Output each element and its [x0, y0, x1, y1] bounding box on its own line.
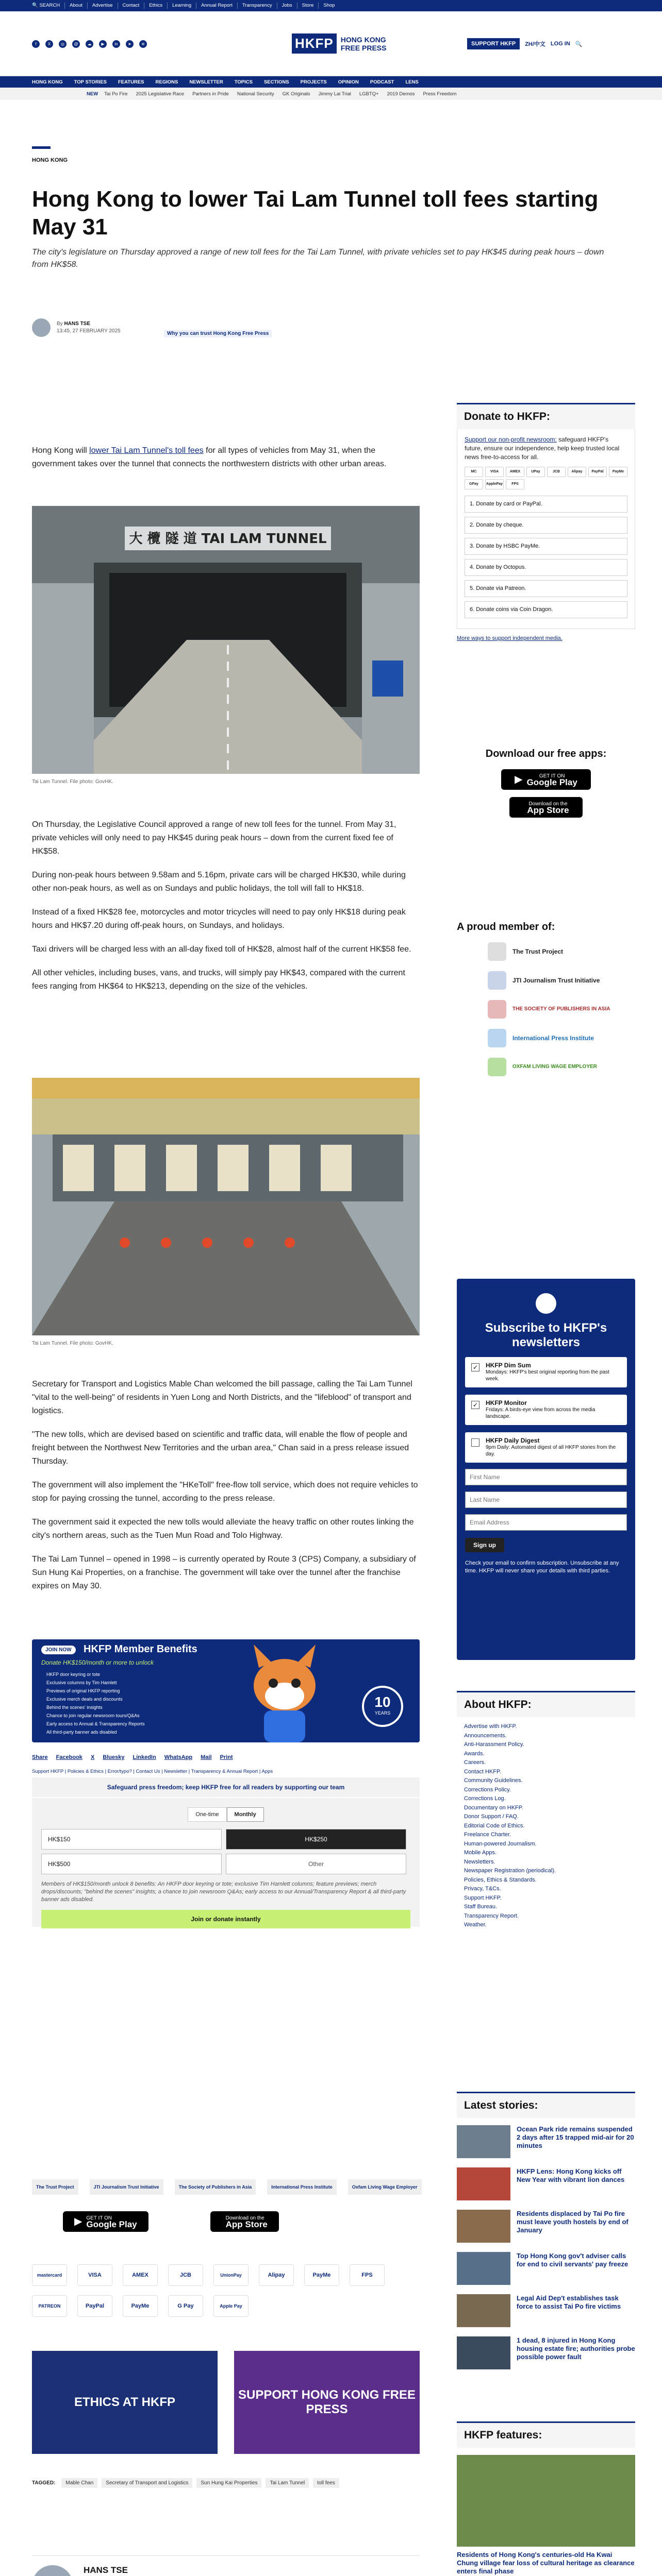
features-heading: HKFP features: — [457, 2421, 635, 2448]
amex-icon: AMEX — [506, 467, 524, 477]
jcb-icon: JCB — [168, 2264, 203, 2286]
publish-date: 13:45, 27 FEBRUARY 2025 — [57, 328, 121, 334]
amex-icon: AMEX — [123, 2264, 158, 2286]
support-button[interactable]: SUPPORT HKFP — [467, 38, 520, 49]
google-play-badge[interactable]: ▶ GET IT ON Google Play — [63, 2211, 148, 2232]
paragraph: The government said it expected the new tolls would alleviate the heavy traffic on other routes linking the city's northern areas, such as the Tuen Mun Road and Tolo Highway. — [32, 1518, 414, 1540]
benefit-item: Chance to join regular newsroom tours/Q&As — [46, 1713, 140, 1718]
alipay-icon: Alipay — [259, 2264, 294, 2286]
checkbox-icon[interactable]: ✓ — [471, 1401, 479, 1409]
trending-item[interactable]: 2025 Legislative Race — [136, 91, 185, 97]
article-subtitle: The city's legislature on Thursday approved a range of new toll fees for the Tai Lam Tunnel, with private vehicles set to pay HK$45 during peak hours – down from HK$58. — [32, 248, 604, 269]
amount-option[interactable]: HK$150 — [41, 1829, 222, 1850]
benefit-item: All third-party banner ads disabled — [46, 1730, 117, 1735]
author-avatar[interactable] — [32, 2565, 73, 2576]
about-link[interactable]: Anti-Harassment Policy. — [464, 1741, 524, 1748]
latest-story[interactable]: Residents displaced by Tai Po fire must leave youth hostels by end of January — [457, 2210, 635, 2243]
latest-story[interactable]: Ocean Park ride remains suspended 2 days after 15 trapped mid-air for 20 minutes — [457, 2125, 635, 2158]
newsletter-note: Check your email to confirm subscription. Unsubscribe at any time. HKFP will never share your details with third parties. — [465, 1560, 619, 1574]
x-icon[interactable]: X — [45, 40, 53, 48]
about-link[interactable]: Human-powered Journalism. — [464, 1840, 537, 1847]
newsletter-option[interactable]: HKFP Daily Digest 9pm Daily: Automated digest of all HKFP stories from the day. — [465, 1432, 627, 1463]
author-name[interactable]: HANS TSE — [84, 2565, 128, 2575]
sidebar-about — [457, 1691, 635, 1935]
logo-text: HONG KONG FREE PRESS — [340, 35, 387, 52]
nav-item[interactable]: FEATURES — [118, 79, 144, 85]
frequency-tabs — [41, 1807, 410, 1822]
donate-panel: Support our non-profit newsroom: safeguard HKFP's future, ensure our independence, help keep trusted local news free-to-access for all. MC VISA AMEX UPay JCB Alipay PayPal PayMe GPay ApplePay FPS 1. Donate by card or PayPal. 2. Donate by cheque. 3. Donate by HSBC PayMe. 4. Donate by Octopus. 5. Donate via Patreon. 6. Donate coins via Coin Dragon. — [457, 429, 635, 629]
member-heading: A proud member of: — [457, 921, 555, 933]
feature-image[interactable] — [457, 2455, 635, 2547]
article-photo — [32, 1078, 420, 1335]
inline-link[interactable]: lower Tai Lam Tunnel's toll fees — [89, 446, 204, 455]
article-photo — [32, 506, 420, 774]
member-logo[interactable]: THE SOCIETY OF PUBLISHERS IN ASIA — [488, 1000, 635, 1019]
tag-chip[interactable]: Tai Lam Tunnel — [266, 2478, 309, 2488]
share-print[interactable]: Print — [220, 1754, 233, 1760]
about-link[interactable]: Announcements. — [464, 1732, 507, 1739]
trending-label: NEW — [87, 91, 98, 97]
paragraph: All other vehicles, including buses, vans, and trucks, will simply pay HK$43, compared with the current fees ranging from HK$64 to HK$213, depending on the size of the vehicles. — [32, 969, 405, 991]
about-link[interactable]: Documentary on HKFP. — [464, 1804, 523, 1811]
share-linkedin[interactable]: LinkedIn — [133, 1754, 156, 1760]
donate-option[interactable]: 1. Donate by card or PayPal. — [465, 496, 627, 513]
tag-chip[interactable]: Secretary of Transport and Logistics — [102, 2478, 192, 2488]
topbar-link[interactable]: Ethics — [144, 3, 167, 9]
about-links — [457, 1717, 635, 1935]
member-logo[interactable]: The Trust Project — [488, 942, 635, 961]
banner-subtitle: Donate HK$150/month or more to unlock — [41, 1659, 154, 1666]
benefit-item: Exclusive merch deals and discounts — [46, 1697, 123, 1702]
story-thumbnail[interactable] — [457, 2252, 510, 2285]
main-nav — [0, 76, 662, 88]
visa-icon: VISA — [485, 467, 504, 477]
byline-text: By HANS TSE 13:45, 27 FEBRUARY 2025 — [57, 321, 121, 334]
oxfam-logo[interactable]: Oxfam Living Wage Employer — [348, 2179, 422, 2195]
nav-item[interactable]: SECTIONS — [263, 79, 289, 85]
latest-heading: Latest stories: — [457, 2092, 635, 2118]
sidebar-donate — [457, 403, 635, 641]
payme-icon: PayMe — [123, 2295, 158, 2317]
paypal-icon: PayPal — [77, 2295, 112, 2317]
article-footer-links[interactable]: Support HKFP | Policies & Ethics | Error/typo? | Contact Us | Newsletter | Transparency & Annual Report | Apps — [32, 1769, 273, 1774]
join-donate-button[interactable]: Join or donate instantly — [41, 1910, 410, 1928]
about-link[interactable]: Contact HKFP. — [464, 1768, 501, 1775]
tab-monthly[interactable]: Monthly — [227, 1807, 264, 1822]
article-intro — [32, 444, 420, 481]
card-icons — [465, 467, 627, 489]
paragraph: During non-peak hours between 9.58am and 5.16pm, private cars will be charged HK$30, while during other non-peak hours, as well as on Sundays and public holidays, the toll will fall to HK$18. — [32, 871, 406, 893]
tag-chip[interactable]: Mable Chan — [61, 2478, 97, 2488]
jti-logo[interactable]: JTI Journalism Trust Initiative — [90, 2179, 163, 2195]
linkedin-icon[interactable]: in — [112, 40, 120, 48]
member-benefits-banner[interactable] — [32, 1639, 420, 1742]
ipi-icon — [488, 1029, 506, 1047]
payme-icon: PayMe — [304, 2264, 339, 2286]
paragraph: The government will also implement the "HKeToll" free-flow toll service, which does not require vehicles to stop for paying crossing the tunnel, according to the press release. — [32, 1481, 418, 1503]
email-field[interactable]: Email Address — [465, 1514, 627, 1531]
ten-years-badge: 10 YEARS — [362, 1686, 403, 1727]
rss-icon[interactable]: ≋ — [139, 40, 147, 48]
instagram-icon[interactable]: ◎ — [59, 40, 67, 48]
safeguard-strip[interactable]: Safeguard press freedom; keep HKFP free for all readers by supporting our team — [32, 1777, 420, 1797]
trust-project-logo[interactable]: The Trust Project — [32, 2179, 78, 2195]
search-icon[interactable]: 🔍 — [575, 41, 583, 47]
author-avatar[interactable] — [32, 318, 51, 337]
jti-icon — [488, 971, 506, 990]
donation-widget — [32, 1798, 420, 1927]
checkbox-icon[interactable] — [471, 1438, 479, 1447]
author-link[interactable]: HANS TSE — [64, 321, 91, 327]
facebook-icon[interactable]: f — [32, 40, 40, 48]
donate-option[interactable]: 3. Donate by HSBC PayMe. — [465, 538, 627, 555]
paragraph: "The new tolls, which are devised based on scientific and traffic data, will enable the flow of people and freight between the Northwest New Territories and the urban area," Chan said in a press release issued Thursday. — [32, 1430, 409, 1466]
share-whatsapp[interactable]: WhatsApp — [164, 1754, 193, 1760]
threads-icon[interactable]: @ — [72, 40, 80, 48]
trust-logos-row — [32, 2179, 433, 2195]
patreon-icon: PATREON — [32, 2295, 67, 2317]
topbar-link[interactable]: Contact — [118, 3, 144, 9]
nav-item[interactable]: PODCAST — [370, 79, 394, 85]
apps-heading: Download our free apps: — [485, 748, 607, 759]
donate-link[interactable]: Support our non-profit newsroom: — [465, 436, 557, 443]
mastercard-icon: MC — [465, 467, 483, 477]
sopa-logo[interactable]: The Society of Publishers in Asia — [175, 2179, 256, 2195]
bluesky-icon[interactable]: ☁ — [86, 40, 93, 48]
about-link[interactable]: Staff Bureau. — [464, 1904, 498, 1910]
donation-benefits-text: Members of HK$150/month unlock 8 benefits: An HKFP door keyring or tote; exclusive Tim Hamlett columns; feature previews; merch drops/discounts; "behind the scenes" insights; a chance to join newsroom Q&As; early access to our Annual/Transparency Report & all third-party banner ads disabled. — [41, 1881, 406, 1903]
amount-other[interactable]: Other — [226, 1854, 406, 1874]
support-promo[interactable]: SUPPORT HONG KONG FREE PRESS — [234, 2351, 420, 2454]
fps-icon: FPS — [350, 2264, 385, 2286]
mastercard-icon: mastercard — [32, 2264, 67, 2286]
svg-text:大 欖 隧 道 TAI LAM TUNNEL: 大 欖 隧 道 TAI LAM TUNNEL — [129, 531, 327, 547]
nav-item[interactable]: REGIONS — [155, 79, 178, 85]
mascot-illustration — [228, 1645, 341, 1742]
share-bluesky[interactable]: Bluesky — [103, 1754, 125, 1760]
apple-pay-icon: Apple Pay — [213, 2295, 249, 2317]
nav-item[interactable]: LENS — [405, 79, 419, 85]
share-label: Share — [32, 1754, 48, 1760]
member-logo[interactable]: OXFAM LIVING WAGE EMPLOYER — [488, 1058, 635, 1076]
trending-item[interactable]: 2019 Demos — [387, 91, 415, 97]
about-link[interactable]: Awards. — [464, 1750, 485, 1757]
telegram-icon[interactable]: ➤ — [126, 40, 134, 48]
about-link[interactable]: Transparency Report. — [464, 1912, 519, 1919]
about-heading: About HKFP: — [457, 1691, 635, 1717]
about-link[interactable]: Corrections Log. — [464, 1795, 506, 1802]
article-body-1 — [32, 818, 420, 1004]
nav-item[interactable]: PROJECTS — [300, 79, 327, 85]
trending-item[interactable]: LGBTQ+ — [359, 91, 379, 97]
story-thumbnail[interactable] — [457, 2336, 510, 2369]
trending-bar — [0, 88, 662, 100]
payment-methods — [32, 2264, 420, 2317]
benefit-item: Previews of original HKFP reporting — [46, 1688, 120, 1693]
share-bar — [32, 1754, 233, 1760]
latest-story[interactable]: 1 dead, 8 injured in Hong Kong housing estate fire; authorities probe possible power fault — [457, 2336, 635, 2369]
sidebar-apps — [457, 748, 635, 818]
topbar-link[interactable]: About — [64, 3, 87, 9]
trending-item[interactable]: GK Originals — [282, 91, 310, 97]
amount-options — [41, 1829, 410, 1874]
paragraph: Taxi drivers will be charged less with an all-day fixed toll of HK$28, almost half of the current HK$58 fee. — [32, 945, 411, 954]
tag-chip[interactable]: Sun Hung Kai Properties — [196, 2478, 261, 2488]
jcb-icon: JCB — [547, 467, 566, 477]
login-link[interactable]: LOG IN — [550, 41, 570, 47]
tab-one-time[interactable]: One-time — [188, 1807, 226, 1822]
language-link[interactable]: ZH/中文 — [525, 41, 545, 47]
google-pay-icon: G Pay — [168, 2295, 203, 2317]
sidebar-latest — [457, 2092, 635, 2379]
youtube-icon[interactable]: ▶ — [99, 40, 107, 48]
banner-title: HKFP Member Benefits — [84, 1643, 197, 1655]
top-utility-bar — [0, 0, 662, 11]
checkbox-icon[interactable]: ✓ — [471, 1363, 479, 1371]
story-thumbnail[interactable] — [457, 2125, 510, 2158]
trending-item[interactable]: National Security — [237, 91, 274, 97]
byline — [32, 318, 121, 337]
about-link[interactable]: Freelance Charter. — [464, 1832, 511, 1838]
category-rule — [32, 146, 51, 149]
article-body-2 — [32, 1378, 420, 1603]
donate-option[interactable]: 6. Donate coins via Coin Dragon. — [465, 601, 627, 618]
oxfam-icon — [488, 1058, 506, 1076]
topbar-link[interactable]: Annual Report — [196, 3, 237, 9]
paragraph: Instead of a fixed HK$28 fee, motorcycles and motor tricycles will need to pay only HK$18 during peak hours and HK$7.20 during off-peak hours, on Sundays, and holidays. — [32, 908, 406, 930]
trending-item[interactable]: Tai Po Fire — [104, 91, 128, 97]
sidebar-members — [457, 921, 635, 1087]
header-actions — [467, 38, 583, 49]
latest-story[interactable]: Legal Aid Dep't establishes task force to assist Tai Po fire victims — [457, 2294, 635, 2327]
about-link[interactable]: Mobile Apps. — [464, 1850, 496, 1856]
topbar-link[interactable]: Learning — [167, 3, 196, 9]
newsletter-signup — [457, 1279, 635, 1660]
photo-caption: Tai Lam Tunnel. File photo: GovHK. — [32, 1341, 113, 1346]
nav-item[interactable]: OPINION — [338, 79, 359, 85]
benefit-item: Exclusive columns by Tim Hamlett — [46, 1680, 117, 1685]
social-icons — [32, 40, 147, 48]
google-pay-icon: GPay — [465, 479, 483, 489]
trust-project-icon — [488, 942, 506, 961]
about-link[interactable]: Policies, Ethics & Standards. — [464, 1876, 537, 1883]
about-link[interactable]: Privacy, T&Cs. — [464, 1886, 501, 1892]
site-logo[interactable] — [292, 33, 386, 54]
topbar-link[interactable]: Jobs — [277, 3, 297, 9]
paragraph: Hong Kong will lower Tai Lam Tunnel's toll fees for all types of vehicles from May 31, when the government takes over the tunnel that connects the northwestern districts with other urban areas. — [32, 446, 387, 468]
about-link[interactable]: Advertise with HKFP. — [464, 1723, 517, 1730]
donate-heading: Donate to HKFP: — [457, 403, 635, 429]
benefit-item: HKFP door keyring or tote — [46, 1672, 100, 1677]
last-name-field[interactable]: Last Name — [465, 1492, 627, 1508]
newsletter-icon — [536, 1293, 556, 1314]
unionpay-icon: UnionPay — [213, 2264, 249, 2286]
topbar-link[interactable]: Shop — [318, 3, 339, 9]
photo-caption: Tai Lam Tunnel. File photo: GovHK. — [32, 779, 113, 785]
amount-option[interactable]: HK$500 — [41, 1854, 222, 1874]
about-link[interactable]: Editorial Code of Ethics. — [464, 1822, 525, 1829]
member-logo[interactable]: International Press Institute — [488, 1029, 635, 1047]
nav-item[interactable]: HONG KONG — [32, 79, 63, 85]
newsletter-option[interactable]: ✓ HKFP Monitor Fridays: A birds-eye view from across the media landscape. — [465, 1395, 627, 1425]
alipay-icon: Alipay — [568, 467, 586, 477]
latest-story[interactable]: Top Hong Kong gov't adviser calls for end to civil servants' pay freeze — [457, 2252, 635, 2285]
donate-option[interactable]: 2. Donate by cheque. — [465, 517, 627, 534]
story-thumbnail[interactable] — [457, 2210, 510, 2243]
benefit-item: Behind the scenes' insights — [46, 1705, 103, 1710]
topbar-link[interactable]: Advertise — [87, 3, 118, 9]
about-link[interactable]: Newspaper Registration (periodical). — [464, 1868, 556, 1874]
tags-row — [32, 2478, 420, 2488]
about-link[interactable]: Newsletters. — [464, 1858, 495, 1865]
story-thumbnail[interactable] — [457, 2167, 510, 2200]
app-store-badge[interactable]: Download on the App Store — [509, 797, 582, 818]
topbar-link[interactable]: Store — [297, 3, 319, 9]
trust-link[interactable]: Why you can trust Hong Kong Free Press — [164, 330, 272, 337]
first-name-field[interactable]: First Name — [465, 1469, 627, 1485]
paragraph: Secretary for Transport and Logistics Mable Chan welcomed the bill passage, calling the Tai Lam Tunnel "vital to the well-being" of residents in Yuen Long and North Districts, and the "lifeblood" of transport and logistics. — [32, 1380, 412, 1415]
app-badges-row — [32, 2211, 279, 2232]
tags-label: TAGGED: — [32, 2480, 56, 2486]
author-box — [32, 2555, 420, 2576]
about-link[interactable]: Support HKFP. — [464, 1894, 502, 1901]
signup-button[interactable]: Sign up — [465, 1538, 504, 1552]
topbar-link[interactable]: Transparency — [237, 3, 277, 9]
benefit-item: Early access to Annual & Transparency Reports — [46, 1721, 145, 1726]
unionpay-icon: UPay — [526, 467, 545, 477]
amount-option-selected[interactable]: HK$250 — [226, 1829, 406, 1850]
nav-item[interactable]: TOPICS — [234, 79, 253, 85]
paragraph: The Tai Lam Tunnel – opened in 1998 – is currently operated by Route 3 (CPS) Company, a subsidiary of Sun Hung Kai Properties, on a franchise. The government will take over the tunnel after the franchise expires on May 30. — [32, 1555, 416, 1590]
join-now-pill[interactable]: JOIN NOW — [41, 1646, 76, 1654]
nav-item[interactable]: TOP STORIES — [74, 79, 107, 85]
about-link[interactable]: Community Guidelines. — [464, 1777, 523, 1784]
article-category[interactable]: HONG KONG — [32, 157, 68, 163]
article-title: Hong Kong to lower Tai Lam Tunnel toll fees starting May 31 — [32, 187, 599, 240]
google-play-badge[interactable]: ▶ GET IT ON Google Play — [501, 769, 591, 790]
paypal-icon: PayPal — [588, 467, 607, 477]
trending-item[interactable]: Jimmy Lai Trial — [318, 91, 351, 97]
benefits-list — [46, 1670, 145, 1736]
more-ways-link[interactable]: More ways to support independent media. — [457, 635, 562, 641]
feature-story[interactable]: Residents of Hong Kong's centuries-old Ha Kwai Chung village fear loss of cultural heritage as clearance enters final phase — [457, 2455, 635, 2575]
ipi-logo[interactable]: International Press Institute — [267, 2179, 337, 2195]
about-link[interactable]: Weather. — [464, 1922, 487, 1928]
sidebar-features — [457, 2421, 635, 2576]
sopa-icon — [488, 1000, 506, 1019]
logo-box: HKFP — [292, 33, 337, 54]
fps-icon: FPS — [506, 479, 524, 489]
latest-story[interactable]: HKFP Lens: Hong Kong kicks off New Year with vibrant lion dances — [457, 2167, 635, 2200]
payme-icon: PayMe — [609, 467, 627, 477]
share-x[interactable]: X — [90, 1754, 95, 1760]
ethics-promo[interactable]: ETHICS AT HKFP — [32, 2351, 218, 2454]
visa-icon: VISA — [77, 2264, 112, 2286]
app-store-badge[interactable]: Download on the App Store — [210, 2211, 279, 2232]
story-thumbnail[interactable] — [457, 2294, 510, 2327]
trending-item[interactable]: Partners in Pride — [192, 91, 229, 97]
tag-chip[interactable]: toll fees — [313, 2478, 339, 2488]
share-facebook[interactable]: Facebook — [56, 1754, 82, 1760]
member-logo[interactable]: JTI Journalism Trust Initiative — [488, 971, 635, 990]
about-link[interactable]: Careers. — [464, 1759, 486, 1766]
apple-pay-icon: ApplePay — [485, 479, 504, 489]
donate-option[interactable]: 4. Donate by Octopus. — [465, 559, 627, 576]
share-mail[interactable]: Mail — [201, 1754, 212, 1760]
site-header — [0, 11, 662, 76]
about-link[interactable]: Donor Support / FAQ. — [464, 1814, 519, 1820]
about-link[interactable]: Corrections Policy. — [464, 1786, 511, 1793]
search-link[interactable]: 🔍 SEARCH — [32, 3, 60, 8]
nav-item[interactable]: NEWSLETTER — [189, 79, 223, 85]
newsletter-option[interactable]: ✓ HKFP Dim Sum Mondays: HKFP's best original reporting from the past week. — [465, 1357, 627, 1387]
newsletter-heading: Subscribe to HKFP's newsletters — [465, 1321, 627, 1350]
trending-item[interactable]: Press Freedom — [423, 91, 457, 97]
donate-option[interactable]: 5. Donate via Patreon. — [465, 580, 627, 597]
paragraph: On Thursday, the Legislative Council approved a range of new toll fees for the tunnel. From May 31, private vehicles will only need to pay HK$45 during peak hours – down from the current fixed fee of HK$58. — [32, 820, 396, 856]
